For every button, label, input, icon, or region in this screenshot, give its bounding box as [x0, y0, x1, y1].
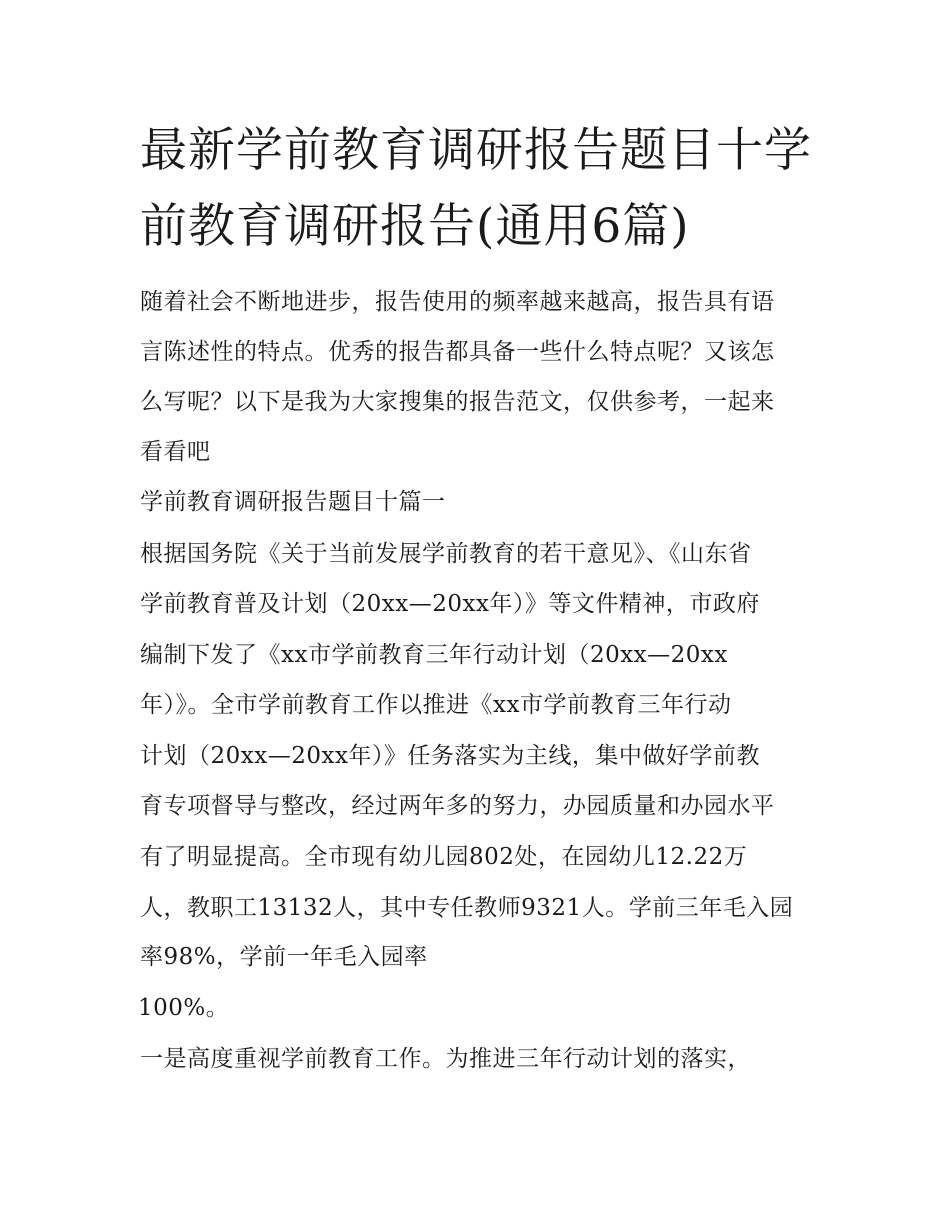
body-line-5: 计划（20xx—20xx年）》任务落实为主线，集中做好学前教: [140, 743, 760, 769]
body-line-3: 编制下发了《xx市学前教育三年行动计划（20xx—20xx: [140, 642, 728, 668]
intro-line-2: 言陈述性的特点。优秀的报告都具备一些什么特点呢？又该怎: [140, 339, 775, 365]
body-line-10: 100%。: [138, 995, 230, 1021]
body-line-9: 率98%，学前一年毛入园率: [140, 944, 428, 970]
intro-line-3: 么写呢？以下是我为大家搜集的报告范文，仅供参考，一起来: [140, 389, 775, 415]
body-line-6: 育专项督导与整改，经过两年多的努力，办园质量和办园水平: [140, 793, 775, 819]
body-line-11: 一是高度重视学前教育工作。为推进三年行动计划的落实，: [140, 1046, 751, 1072]
intro-line-4: 看看吧: [140, 439, 211, 465]
body-line-1: 根据国务院《关于当前发展学前教育的若干意见》、《山东省: [140, 541, 752, 567]
body-line-8: 人，教职工13132人，其中专任教师9321人。学前三年毛入园: [140, 895, 794, 921]
document-title: 最新学前教育调研报告题目十学前教育调研报告(通用6篇): [140, 123, 812, 254]
body-line-2: 学前教育普及计划（20xx—20xx年）》等文件精神，市政府: [140, 591, 760, 617]
intro-line-1: 随着社会不断地进步，报告使用的频率越来越高，报告具有语: [140, 289, 775, 315]
body-line-7: 有了明显提高。全市现有幼儿园802处，在园幼儿12.22万: [140, 844, 748, 870]
section-heading: 学前教育调研报告题目十篇一: [140, 489, 446, 515]
body-line-4: 年）》。全市学前教育工作以推进《xx市学前教育三年行动: [140, 692, 732, 718]
